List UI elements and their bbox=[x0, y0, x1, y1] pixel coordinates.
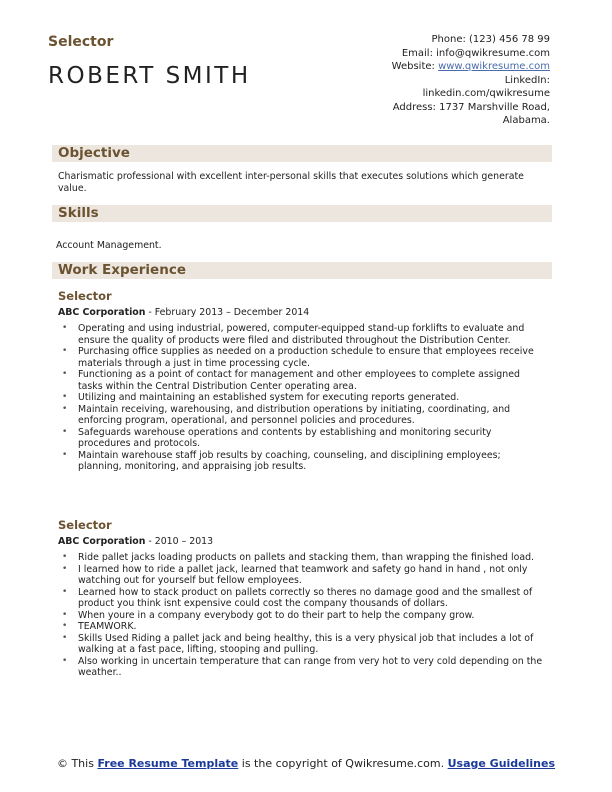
bullet-icon: • bbox=[62, 563, 68, 574]
bullet-icon: • bbox=[62, 621, 68, 631]
bullet-icon: • bbox=[62, 632, 68, 643]
list-item: • Operating and using industrial, powered, computer-equipped stand-up forklifts to evaluate and ensure the quality of products were filed and distributed throughout the Distribution Center. bbox=[62, 323, 525, 346]
list-item: • Maintain warehouse staff job results by coaching, counseling, and disciplining employees; planning, monitoring, and appraising job results. bbox=[62, 449, 501, 472]
list-item: • I learned how to ride a pallet jack, learned that teamwork and safety go hand in hand , not only watching out for yourself but fellow employees. bbox=[62, 563, 528, 586]
contact-email: Email: info@qwikresume.com bbox=[401, 47, 550, 59]
list-item: • TEAMWORK. bbox=[62, 621, 137, 632]
bullet-icon: • bbox=[62, 346, 68, 356]
contact-phone: Phone: (123) 456 78 99 bbox=[431, 34, 550, 45]
skills-text: Account Management. bbox=[56, 240, 162, 251]
bullet-icon: • bbox=[62, 609, 68, 620]
list-item: • Also working in uncertain temperature that can range from very hot to very cold depending on the weather.. bbox=[62, 655, 543, 678]
objective-heading: Objective bbox=[58, 145, 130, 161]
contact-address-line2: Alabama. bbox=[502, 115, 550, 126]
contact-linkedin-value: linkedin.com/qwikresume bbox=[422, 88, 550, 99]
bullet-icon: • bbox=[62, 586, 68, 597]
objective-text: Charismatic professional with excellent inter-personal skills that executes solutions which generate value. bbox=[58, 171, 524, 194]
bullet-icon: • bbox=[62, 369, 68, 379]
bullet-icon: • bbox=[62, 403, 68, 414]
bullet-icon: • bbox=[62, 392, 68, 402]
contact-address-line1: Address: 1737 Marshville Road, bbox=[392, 101, 550, 113]
job-2-bullets bbox=[58, 552, 546, 679]
job-2-company: ABC Corporation bbox=[58, 536, 146, 547]
work-section-bar bbox=[52, 262, 552, 279]
list-item: • Safeguards warehouse operations and contents by establishing and monitoring security procedures and protocols. bbox=[62, 426, 492, 449]
footer-middle: is the copyright of Qwikresume.com. bbox=[238, 757, 448, 770]
website-link[interactable]: www.qwikresume.com bbox=[438, 61, 550, 72]
bullet-icon: • bbox=[62, 449, 68, 460]
skills-section-bar bbox=[52, 205, 552, 222]
list-item: • Skills Used Riding a pallet jack and being healthy, this is a very physical job that includes a lot of walking at a fast pace, lifting, stooping and pulling. bbox=[62, 632, 534, 655]
list-item: • Learned how to stack product on pallets correctly so theres no damage good and the smallest of product you think isnt expensive could cost the company thousands of dollars. bbox=[62, 586, 533, 609]
contact-linkedin-label: LinkedIn: bbox=[504, 74, 550, 86]
usage-guidelines-link[interactable]: Usage Guidelines bbox=[447, 757, 556, 770]
objective-section-bar bbox=[52, 145, 552, 162]
bullet-icon: • bbox=[62, 323, 68, 333]
list-item: • Ride pallet jacks loading products on pallets and stacking them, than wrapping the finished load. bbox=[62, 552, 535, 563]
footer bbox=[0, 757, 612, 771]
job-1-dates: - February 2013 – December 2014 bbox=[145, 307, 310, 318]
contact-block bbox=[392, 33, 550, 128]
list-item: • When youre in a company everybody got to do their part to help the company grow. bbox=[62, 609, 475, 621]
bullet-icon: • bbox=[62, 426, 68, 437]
free-resume-template-link[interactable]: Free Resume Template bbox=[97, 757, 239, 770]
job-1-bullets bbox=[58, 323, 546, 473]
job-title: Selector bbox=[48, 34, 114, 50]
bullet-icon: • bbox=[62, 552, 68, 562]
list-item: • Functioning as a point of contact for management and other employees to complete assigned tasks within the Central Distribution Center operating area. bbox=[62, 369, 520, 392]
list-item: • Maintain receiving, warehousing, and distribution operations by initiating, coordinating, and enforcing program, operational, and personnel policies and procedures. bbox=[62, 403, 511, 426]
website-label: Website: bbox=[391, 61, 439, 72]
header-left bbox=[48, 34, 251, 89]
candidate-name: ROBERT SMITH bbox=[48, 63, 251, 89]
list-item: • Purchasing office supplies as needed on a production schedule to ensure that employees receive materials through a just in time processing cycle. bbox=[62, 346, 534, 369]
skills-heading: Skills bbox=[58, 205, 99, 221]
job-2-company-line bbox=[58, 536, 213, 547]
job-1-title: Selector bbox=[58, 289, 112, 303]
job-1-company-line bbox=[58, 307, 309, 318]
job-2-dates: - 2010 – 2013 bbox=[145, 536, 214, 547]
work-heading: Work Experience bbox=[58, 262, 186, 278]
contact-website bbox=[392, 60, 550, 74]
list-item: • Utilizing and maintaining an established system for executing reports generated. bbox=[62, 392, 460, 403]
bullet-icon: • bbox=[62, 655, 68, 666]
job-1-company: ABC Corporation bbox=[58, 307, 146, 318]
footer-prefix: © This bbox=[56, 757, 98, 770]
job-2-title: Selector bbox=[58, 518, 112, 532]
